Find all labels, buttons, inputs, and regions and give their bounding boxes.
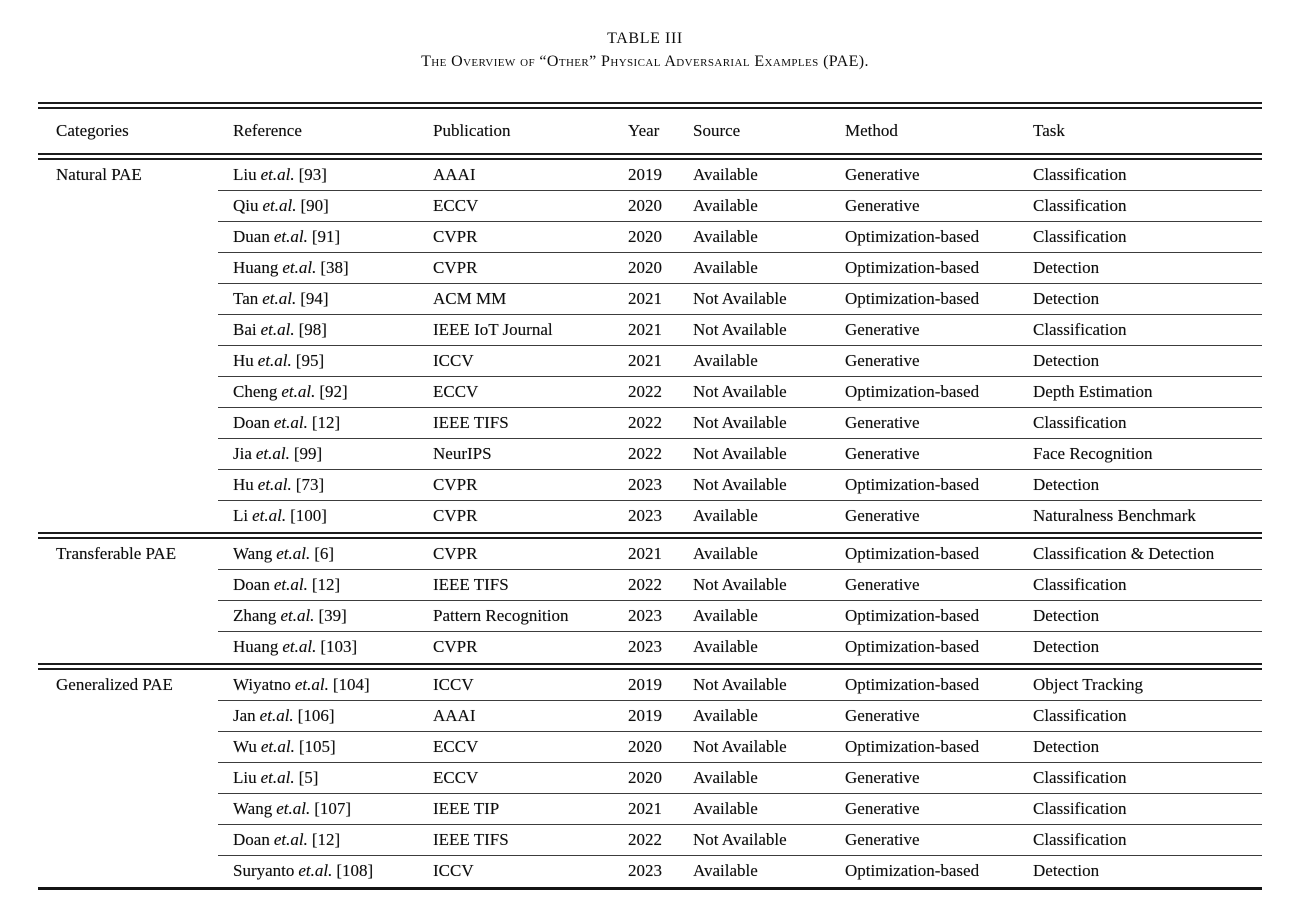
header-separator-rule (38, 153, 1262, 160)
publication-cell: NeurIPS (433, 444, 492, 464)
reference-etal: et.al. (262, 289, 297, 309)
year-cell: 2019 (628, 706, 662, 726)
task-cell: Detection (1033, 258, 1100, 278)
year-cell: 2021 (628, 544, 662, 564)
source-cell: Available (693, 258, 758, 278)
reference-cite: [12] (311, 575, 341, 595)
reference-author: Huang (233, 258, 279, 278)
publication-cell: CVPR (433, 258, 478, 278)
reference-cite: [106] (297, 706, 335, 726)
source-cell: Not Available (693, 830, 787, 850)
publication-cell: ICCV (433, 351, 474, 371)
pae-overview-table (38, 102, 1262, 890)
publication-cell: IEEE TIFS (433, 413, 509, 433)
source-cell: Not Available (693, 289, 787, 309)
reference-etal: et.al. (260, 768, 295, 788)
year-cell: 2020 (628, 258, 662, 278)
table-row (38, 315, 1262, 346)
task-cell: Classification (1033, 165, 1127, 185)
task-cell: Classification (1033, 413, 1127, 433)
reference-cell (218, 799, 418, 819)
reference-cell (218, 196, 418, 216)
reference-etal: et.al. (276, 799, 311, 819)
year-cell: 2022 (628, 382, 662, 402)
reference-author: Doan (233, 575, 270, 595)
reference-cell (218, 637, 418, 657)
reference-cell (218, 830, 418, 850)
reference-author: Bai (233, 320, 257, 340)
task-cell: Detection (1033, 861, 1100, 881)
reference-cite: [12] (311, 830, 341, 850)
year-cell: 2023 (628, 606, 662, 626)
reference-cite: [90] (300, 196, 329, 216)
year-cell: 2021 (628, 799, 662, 819)
source-cell: Available (693, 544, 758, 564)
reference-cite: [103] (320, 637, 358, 657)
source-cell: Available (693, 227, 758, 247)
reference-author: Wang (233, 544, 273, 564)
reference-author: Qiu (233, 196, 259, 216)
reference-cite: [93] (298, 165, 327, 185)
source-cell: Not Available (693, 675, 787, 695)
method-cell: Generative (845, 320, 920, 340)
publication-cell: ACM MM (433, 289, 507, 309)
table-body (38, 160, 1262, 887)
reference-cite: [6] (314, 544, 335, 564)
method-cell: Optimization-based (845, 637, 980, 657)
reference-cite: [73] (295, 475, 325, 495)
table-row (38, 794, 1262, 825)
reference-etal: et.al. (273, 227, 308, 247)
task-cell: Classification (1033, 768, 1127, 788)
reference-etal: et.al. (260, 320, 295, 340)
table-row (38, 763, 1262, 794)
reference-cell (218, 706, 418, 726)
table-row (38, 701, 1262, 732)
reference-cell (218, 165, 418, 185)
reference-author: Liu (233, 165, 257, 185)
reference-author: Doan (233, 413, 270, 433)
method-cell: Generative (845, 830, 920, 850)
source-cell: Available (693, 799, 758, 819)
table-row (38, 601, 1262, 632)
reference-cite: [104] (332, 675, 370, 695)
reference-cite: [5] (298, 768, 319, 788)
year-cell: 2020 (628, 737, 662, 757)
publication-cell: ICCV (433, 675, 474, 695)
table-caption (0, 30, 1290, 72)
table-row (38, 191, 1262, 222)
table-row (38, 253, 1262, 284)
reference-author: Zhang (233, 606, 277, 626)
reference-cell (218, 606, 418, 626)
reference-etal: et.al. (255, 444, 290, 464)
method-cell: Generative (845, 351, 920, 371)
reference-cite: [108] (336, 861, 374, 881)
reference-etal: et.al. (260, 165, 295, 185)
reference-cell (218, 289, 418, 309)
table-top-rule (38, 102, 1262, 109)
reference-etal: et.al. (273, 413, 308, 433)
method-cell: Optimization-based (845, 606, 980, 626)
reference-author: Hu (233, 475, 254, 495)
task-cell: Naturalness Benchmark (1033, 506, 1196, 526)
source-cell: Not Available (693, 444, 787, 464)
reference-cite: [94] (300, 289, 329, 309)
year-cell: 2021 (628, 351, 662, 371)
reference-etal: et.al. (298, 861, 333, 881)
method-cell: Generative (845, 444, 920, 464)
reference-etal: et.al. (276, 544, 311, 564)
task-cell: Detection (1033, 637, 1100, 657)
reference-cell (218, 444, 418, 464)
method-cell: Optimization-based (845, 289, 980, 309)
table-row (38, 160, 1262, 191)
reference-etal: et.al. (257, 351, 292, 371)
column-header-method: Method (845, 120, 898, 140)
task-cell: Classification (1033, 575, 1127, 595)
reference-cell (218, 506, 418, 526)
table-row (38, 570, 1262, 601)
publication-cell: IEEE IoT Journal (433, 320, 553, 340)
reference-etal: et.al. (273, 575, 308, 595)
table-row (38, 346, 1262, 377)
reference-cell (218, 413, 418, 433)
category-label: Natural PAE (56, 165, 142, 185)
reference-cite: [12] (311, 413, 341, 433)
method-cell: Generative (845, 413, 920, 433)
method-cell: Optimization-based (845, 737, 980, 757)
source-cell: Available (693, 637, 758, 657)
table-row (38, 632, 1262, 663)
method-cell: Optimization-based (845, 227, 980, 247)
source-cell: Available (693, 506, 758, 526)
year-cell: 2021 (628, 289, 662, 309)
reference-etal: et.al. (282, 637, 317, 657)
reference-author: Jan (233, 706, 256, 726)
reference-author: Doan (233, 830, 270, 850)
publication-cell: ECCV (433, 768, 479, 788)
reference-etal: et.al. (282, 258, 317, 278)
publication-cell: Pattern Recognition (433, 606, 569, 626)
column-header-task: Task (1033, 120, 1065, 140)
task-cell: Classification (1033, 799, 1127, 819)
reference-cite: [95] (295, 351, 325, 371)
reference-author: Tan (233, 289, 259, 309)
year-cell: 2022 (628, 575, 662, 595)
reference-cell (218, 861, 418, 881)
reference-cite: [91] (311, 227, 341, 247)
reference-etal: et.al. (259, 706, 294, 726)
year-cell: 2022 (628, 444, 662, 464)
reference-author: Liu (233, 768, 257, 788)
reference-cite: [98] (298, 320, 327, 340)
publication-cell: ECCV (433, 737, 479, 757)
source-cell: Available (693, 768, 758, 788)
reference-author: Suryanto (233, 861, 295, 881)
reference-cell (218, 351, 418, 371)
reference-etal: et.al. (252, 506, 287, 526)
method-cell: Generative (845, 768, 920, 788)
reference-etal: et.al. (281, 382, 316, 402)
reference-etal: et.al. (273, 830, 308, 850)
reference-cell (218, 475, 418, 495)
table-row (38, 408, 1262, 439)
column-header-categories: Categories (56, 120, 129, 140)
section-separator-rule (38, 663, 1262, 670)
reference-cell (218, 575, 418, 595)
year-cell: 2023 (628, 475, 662, 495)
reference-etal: et.al. (280, 606, 315, 626)
publication-cell: CVPR (433, 637, 478, 657)
year-cell: 2020 (628, 196, 662, 216)
reference-cell (218, 544, 418, 564)
reference-etal: et.al. (257, 475, 292, 495)
task-cell: Classification (1033, 706, 1127, 726)
task-cell: Detection (1033, 289, 1100, 309)
method-cell: Optimization-based (845, 475, 980, 495)
method-cell: Generative (845, 165, 920, 185)
task-cell: Detection (1033, 351, 1100, 371)
reference-cell (218, 258, 418, 278)
source-cell: Not Available (693, 475, 787, 495)
reference-etal: et.al. (260, 737, 295, 757)
reference-author: Duan (233, 227, 270, 247)
reference-cell (218, 768, 418, 788)
year-cell: 2022 (628, 413, 662, 433)
publication-cell: CVPR (433, 544, 478, 564)
table-row (38, 284, 1262, 315)
publication-cell: ICCV (433, 861, 474, 881)
reference-author: Jia (233, 444, 252, 464)
section-separator-rule (38, 532, 1262, 539)
task-cell: Detection (1033, 475, 1100, 495)
year-cell: 2021 (628, 320, 662, 340)
reference-cell (218, 737, 418, 757)
reference-cite: [92] (319, 382, 348, 402)
source-cell: Available (693, 351, 758, 371)
task-cell: Detection (1033, 606, 1100, 626)
source-cell: Not Available (693, 737, 787, 757)
year-cell: 2022 (628, 830, 662, 850)
publication-cell: CVPR (433, 475, 478, 495)
reference-etal: et.al. (262, 196, 297, 216)
source-cell: Not Available (693, 382, 787, 402)
category-label: Generalized PAE (56, 675, 173, 695)
task-cell: Object Tracking (1033, 675, 1144, 695)
year-cell: 2019 (628, 675, 662, 695)
table-title: The Overview of “Other” Physical Adversarial Examples (PAE). (421, 53, 869, 71)
table-row (38, 825, 1262, 856)
method-cell: Generative (845, 196, 920, 216)
task-cell: Classification (1033, 830, 1127, 850)
table-row (38, 377, 1262, 408)
method-cell: Optimization-based (845, 544, 980, 564)
reference-cell (218, 227, 418, 247)
task-cell: Classification & Detection (1033, 544, 1215, 564)
table-row (38, 539, 1262, 570)
column-header-reference: Reference (233, 120, 302, 140)
source-cell: Available (693, 606, 758, 626)
reference-author: Li (233, 506, 249, 526)
method-cell: Generative (845, 799, 920, 819)
year-cell: 2023 (628, 506, 662, 526)
reference-cite: [99] (293, 444, 323, 464)
reference-author: Huang (233, 637, 279, 657)
table-number: TABLE III (607, 30, 683, 47)
publication-cell: IEEE TIP (433, 799, 500, 819)
reference-author: Wang (233, 799, 273, 819)
publication-cell: CVPR (433, 506, 478, 526)
reference-author: Wu (233, 737, 257, 757)
publication-cell: AAAI (433, 165, 476, 185)
reference-cite: [39] (318, 606, 347, 626)
reference-author: Hu (233, 351, 254, 371)
task-cell: Detection (1033, 737, 1100, 757)
reference-cite: [105] (298, 737, 336, 757)
reference-author: Wiyatno (233, 675, 291, 695)
publication-cell: ECCV (433, 196, 479, 216)
year-cell: 2020 (628, 768, 662, 788)
method-cell: Generative (845, 575, 920, 595)
method-cell: Optimization-based (845, 382, 980, 402)
method-cell: Optimization-based (845, 258, 980, 278)
reference-etal: et.al. (294, 675, 329, 695)
table-row (38, 856, 1262, 887)
year-cell: 2023 (628, 861, 662, 881)
reference-cell (218, 675, 418, 695)
table-row (38, 670, 1262, 701)
table-row (38, 439, 1262, 470)
reference-cell (218, 382, 418, 402)
task-cell: Face Recognition (1033, 444, 1153, 464)
table-row (38, 222, 1262, 253)
table-header-row (38, 109, 1262, 153)
table-row (38, 732, 1262, 763)
source-cell: Available (693, 706, 758, 726)
method-cell: Optimization-based (845, 675, 980, 695)
reference-cite: [100] (290, 506, 327, 526)
year-cell: 2020 (628, 227, 662, 247)
year-cell: 2023 (628, 637, 662, 657)
table-row (38, 501, 1262, 532)
reference-author: Cheng (233, 382, 278, 402)
source-cell: Not Available (693, 320, 787, 340)
source-cell: Available (693, 165, 758, 185)
publication-cell: CVPR (433, 227, 478, 247)
publication-cell: IEEE TIFS (433, 575, 509, 595)
column-header-publication: Publication (433, 120, 511, 140)
reference-cite: [38] (320, 258, 349, 278)
method-cell: Generative (845, 706, 920, 726)
task-cell: Classification (1033, 320, 1127, 340)
source-cell: Available (693, 196, 758, 216)
category-label: Transferable PAE (56, 544, 177, 564)
task-cell: Classification (1033, 227, 1127, 247)
column-header-year: Year (628, 120, 660, 140)
source-cell: Not Available (693, 575, 787, 595)
publication-cell: ECCV (433, 382, 479, 402)
publication-cell: IEEE TIFS (433, 830, 509, 850)
table-bottom-rule (38, 887, 1262, 890)
task-cell: Classification (1033, 196, 1127, 216)
reference-cite: [107] (314, 799, 352, 819)
source-cell: Not Available (693, 413, 787, 433)
method-cell: Optimization-based (845, 861, 980, 881)
task-cell: Depth Estimation (1033, 382, 1153, 402)
source-cell: Available (693, 861, 758, 881)
reference-cell (218, 320, 418, 340)
method-cell: Generative (845, 506, 920, 526)
year-cell: 2019 (628, 165, 662, 185)
column-header-source: Source (693, 120, 741, 140)
table-row (38, 470, 1262, 501)
publication-cell: AAAI (433, 706, 476, 726)
